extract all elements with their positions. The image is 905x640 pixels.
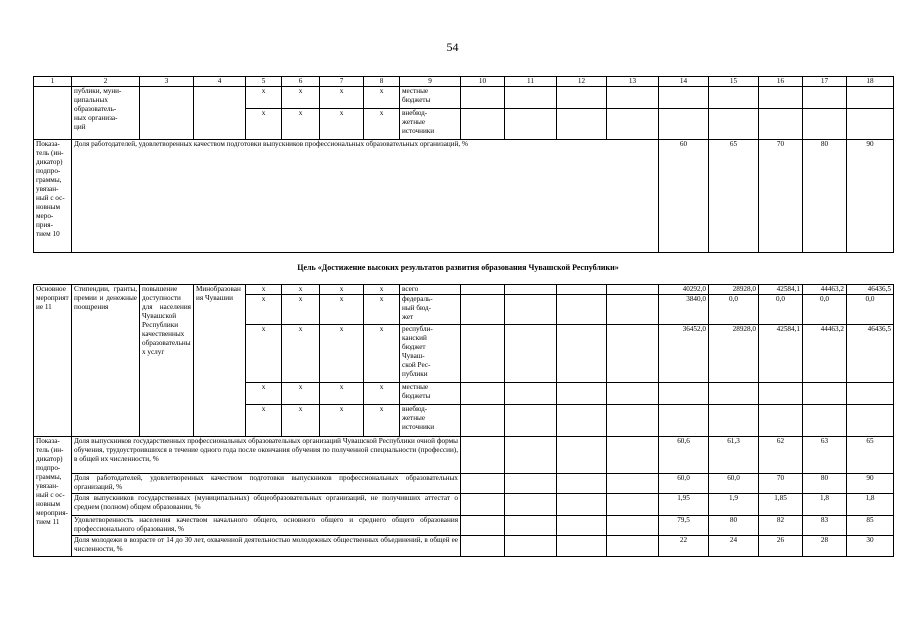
table-cell: х	[282, 325, 320, 383]
indicator-text: Доля молодежи в возрасте от 14 до 30 лет, охваченной деятельностью молодежных общественных объединений, в общей ее численности, %	[72, 536, 461, 557]
indicator-text: Удовлетворенность населения качеством начального общего, основного общего и среднего общего образования профессионального образования, %	[72, 516, 461, 536]
indicator-text: Доля работодателей, удовлетворенных качеством подготовки выпускников профессиональных образовательных организаций, %	[72, 140, 659, 253]
indicator-value: 83	[803, 516, 847, 536]
event-executor: Минобразования Чувашии	[194, 285, 246, 437]
table-cell: х	[282, 109, 320, 140]
indicator-row	[34, 474, 894, 494]
table-cell: х	[320, 295, 364, 325]
indicator-value: 24	[709, 536, 759, 557]
table-cell: х	[282, 383, 320, 405]
table-cell: х	[246, 87, 282, 109]
indicator-value: 79,5	[659, 516, 709, 536]
indicator-value: 80	[803, 474, 847, 494]
table-cell: х	[246, 405, 282, 437]
event-label: Основное мероприятие 11	[34, 285, 72, 437]
indicator-value: 90	[847, 140, 894, 253]
indicator-value: 1,8	[847, 494, 894, 516]
indicator-value: 60,0	[659, 474, 709, 494]
top-table	[33, 76, 894, 253]
indicator-value: 60,6	[659, 437, 709, 474]
event-goal: повышение доступности для населения Чувашской Республики качественных образовательных услуг	[140, 285, 194, 437]
col-header: 12	[557, 77, 607, 87]
indicator-row	[34, 516, 894, 536]
indicator-value: 26	[759, 536, 803, 557]
table-cell: х	[320, 383, 364, 405]
table-cell: х	[282, 87, 320, 109]
col-header: 14	[659, 77, 709, 87]
col-header: 4	[194, 77, 246, 87]
funding-value: 0,0	[759, 295, 803, 325]
header-row	[34, 77, 894, 87]
indicator-label: Показа- тель (ин- дикатор) подпро- граммы, увязан- ный с ос- новным меро- прия- тием 10	[34, 140, 72, 253]
funding-source: федераль- ный бюд- жет	[400, 295, 461, 325]
funding-value: 3840,0	[659, 295, 709, 325]
col-header: 5	[246, 77, 282, 87]
indicator-row	[34, 494, 894, 516]
col-header: 1	[34, 77, 72, 87]
indicator-value: 80	[803, 140, 847, 253]
indicator-row	[34, 437, 894, 474]
indicator-value: 30	[847, 536, 894, 557]
col-header: 10	[461, 77, 505, 87]
col-header: 9	[400, 77, 461, 87]
indicator-value: 1,8	[803, 494, 847, 516]
funding-source: внебюд- жетные источники	[400, 405, 461, 437]
table-cell: х	[282, 295, 320, 325]
table-cell: х	[246, 295, 282, 325]
col-header: 7	[320, 77, 364, 87]
event-11-table	[33, 284, 894, 557]
indicator-value: 62	[759, 437, 803, 474]
table-cell: х	[364, 109, 400, 140]
table-cell: х	[246, 109, 282, 140]
table-cell: х	[320, 285, 364, 295]
funding-value: 46436,5	[847, 325, 894, 383]
table-row	[34, 87, 894, 109]
col-header: 8	[364, 77, 400, 87]
indicator-text: Доля выпускников государственных профессиональных образовательных организаций Чувашской Республики очной формы обучения, трудоустроившихся в течение одного года после окончания обучения по полученной специальности (профессии), в общей их численности, %	[72, 437, 461, 474]
indicator-value: 1,9	[709, 494, 759, 516]
indicator-value: 85	[847, 516, 894, 536]
col-header: 13	[607, 77, 659, 87]
funding-value: 0,0	[803, 295, 847, 325]
indicator-value: 90	[847, 474, 894, 494]
funding-source: республи- канский бюджет Чуваш- ской Рес- публики	[400, 325, 461, 383]
indicator-value: 80	[709, 516, 759, 536]
table-cell: х	[246, 285, 282, 295]
funding-value: 0,0	[847, 295, 894, 325]
funding-value: 44463,2	[803, 285, 847, 295]
indicator-row	[34, 536, 894, 557]
table-cell: х	[364, 405, 400, 437]
table-cell: х	[246, 383, 282, 405]
table-cell: х	[320, 109, 364, 140]
indicator-label: Показа- тель (ин- дикатор) подпро- граммы, увязан- ный с ос- новным мероприя- тием 11	[34, 437, 72, 557]
goal-title: Цель «Достижение высоких результатов развития образования Чувашской Республики»	[297, 263, 619, 272]
indicator-value: 63	[803, 437, 847, 474]
col-header: 17	[803, 77, 847, 87]
table-cell: х	[364, 383, 400, 405]
col-header: 15	[709, 77, 759, 87]
funding-value: 44463,2	[803, 325, 847, 383]
indicator-text: Доля выпускников государственных (муниципальных) общеобразовательных организаций, не получивших аттестат о среднем (полном) общем образовании, %	[72, 494, 461, 516]
funding-value: 46436,5	[847, 285, 894, 295]
funding-value: 0,0	[709, 295, 759, 325]
indicator-row	[34, 140, 894, 253]
indicator-value: 22	[659, 536, 709, 557]
indicator-value: 65	[709, 140, 759, 253]
col-header: 2	[72, 77, 140, 87]
table-cell: х	[320, 325, 364, 383]
funding-value: 28928,0	[709, 285, 759, 295]
col-header: 18	[847, 77, 894, 87]
event-name: Стипендии, гранты, премии и денежные поощрения	[72, 285, 140, 437]
indicator-value: 60,0	[709, 474, 759, 494]
table-cell: х	[320, 87, 364, 109]
indicator-value: 61,3	[709, 437, 759, 474]
col-header: 6	[282, 77, 320, 87]
table-cell: х	[282, 285, 320, 295]
table-row	[34, 285, 894, 295]
table-cell: х	[364, 87, 400, 109]
indicator-value: 1,95	[659, 494, 709, 516]
table-cell: х	[364, 285, 400, 295]
funding-source: местные бюджеты	[400, 87, 461, 109]
funding-value: 40292,0	[659, 285, 709, 295]
col-header: 3	[140, 77, 194, 87]
table-cell: х	[282, 405, 320, 437]
indicator-value: 60	[659, 140, 709, 253]
funding-source: всего	[400, 285, 461, 295]
indicator-value: 1,85	[759, 494, 803, 516]
table-cell: х	[246, 325, 282, 383]
indicator-value: 82	[759, 516, 803, 536]
funding-source: местные бюджеты	[400, 383, 461, 405]
funding-value: 36452,0	[659, 325, 709, 383]
funding-value: 42584,1	[759, 285, 803, 295]
funding-value: 42584,1	[759, 325, 803, 383]
indicator-value: 28	[803, 536, 847, 557]
col-header: 16	[759, 77, 803, 87]
funding-source: внебюд- жетные источники	[400, 109, 461, 140]
funding-value: 28928,0	[709, 325, 759, 383]
indicator-value: 70	[759, 474, 803, 494]
table-cell: х	[364, 325, 400, 383]
indicator-value: 65	[847, 437, 894, 474]
indicator-text: Доля работодателей, удовлетворенных качеством подготовки выпускников профессиональных образовательных организаций, %	[72, 474, 461, 494]
table-cell: х	[320, 405, 364, 437]
col-header: 11	[505, 77, 557, 87]
event-name-continued: публики, муни- ципальных образователь- ных организа- ций	[72, 87, 140, 140]
indicator-value: 70	[759, 140, 803, 253]
page-number: 54	[446, 40, 459, 54]
table-cell: х	[364, 295, 400, 325]
